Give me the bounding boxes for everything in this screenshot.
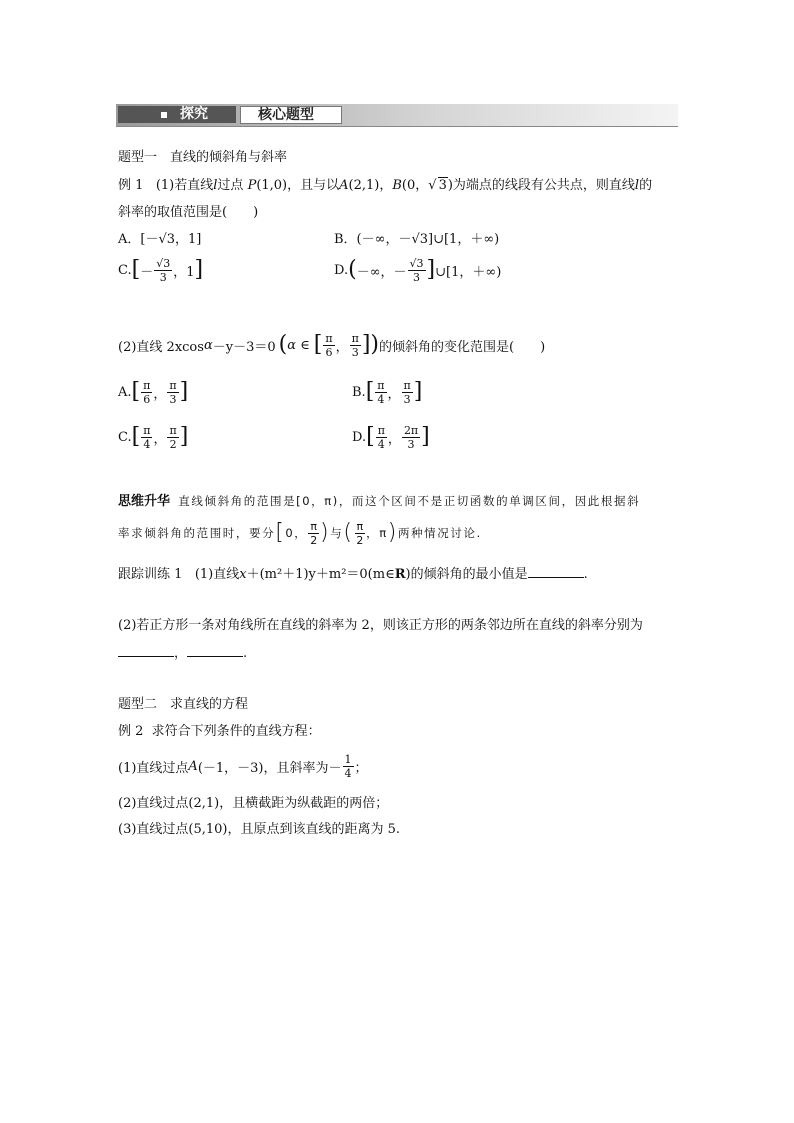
practice1-q2-line2: ， . <box>118 642 247 661</box>
example1-part1-line1: 例 1 (1)若直线l过点 P(1,0)，且与以A(2,1)，B(0，√ 3)为端点的线段有公共点，则直线l的 <box>118 178 653 193</box>
option-b-part2: B. [ $\frac{\pi}{4}$ ， $\frac{\pi}{3}$ ] <box>352 378 423 406</box>
practice1-q2-line1: (2)若正方形一条对角线所在直线的斜率为 2，则该正方形的两条邻边所在直线的斜率分别为 <box>118 618 643 633</box>
insight-line1: 思维升华 直线倾斜角的范围是[0，π)，而这个区间不是正切函数的单调区间，因此根据斜 <box>118 494 641 509</box>
example1-part1-line2: 斜率的取值范围是( ) <box>118 205 259 220</box>
example2-stem: 例 2 求符合下列条件的直线方程： <box>118 724 321 739</box>
section-heading-type2: 题型二 求直线的方程 <box>118 697 249 712</box>
answer-blank-1[interactable] <box>528 565 584 578</box>
section-heading-type1: 题型一 直线的倾斜角与斜率 <box>118 150 288 165</box>
example1-part2-stem: (2)直线 2xcos α －y－3＝0 ( α ∈ [ $\frac{\pi}{6}$ ， $\frac{\pi}{3}$ ] ) 的倾斜角的变化范围是( ) <box>118 331 546 359</box>
practice1-q1: 跟踪训练 1 (1)直线x＋(m²＋1)y＋m²＝0(m∈R)的倾斜角的最小值是 . <box>118 567 588 582</box>
option-c: C. [ － $\frac{√3}{3}$ ，1 ] <box>118 256 204 284</box>
banner-underline <box>116 126 678 127</box>
banner-bullet-icon <box>161 112 167 118</box>
option-a-part2: A. [ $\frac{\pi}{6}$ ， $\frac{\pi}{3}$ ] <box>118 378 189 406</box>
banner-title: 核心题型 <box>258 107 314 123</box>
answer-blank-3[interactable] <box>187 644 243 657</box>
option-a: A．[－√3，1] <box>118 232 202 247</box>
option-d: D. ( －∞，－ $\frac{√3}{3}$ ] ∪[1，＋∞) <box>334 256 502 284</box>
example2-q2: (2)直线过点(2,1)，且横截距为纵截距的两倍； <box>118 796 389 811</box>
option-d-part2: D. [ $\frac{\pi}{4}$ ， $\frac{2\pi}{3}$ ] <box>352 423 430 451</box>
banner-tag: 探究 <box>180 106 208 122</box>
option-c-part2: C. [ $\frac{\pi}{4}$ ， $\frac{\pi}{2}$ ] <box>118 423 189 451</box>
insight-line2: 率求倾斜角的范围时，要分 [ 0， $\frac{\pi}{2}$ ) 与 ( $\frac{\pi}{2}$ ，π ) 两种情况讨论. <box>118 519 482 547</box>
example2-q1: (1)直线过点 A (－1，－3)，且斜率为－ $\frac{1}{4}$ ； <box>118 752 368 780</box>
example2-q3: (3)直线过点(5,10)，且原点到该直线的距离为 5. <box>118 822 401 837</box>
option-b: B．(－∞，－√3]∪[1，＋∞) <box>334 232 500 247</box>
banner-tag-bg <box>118 106 236 123</box>
answer-blank-2[interactable] <box>118 644 174 657</box>
